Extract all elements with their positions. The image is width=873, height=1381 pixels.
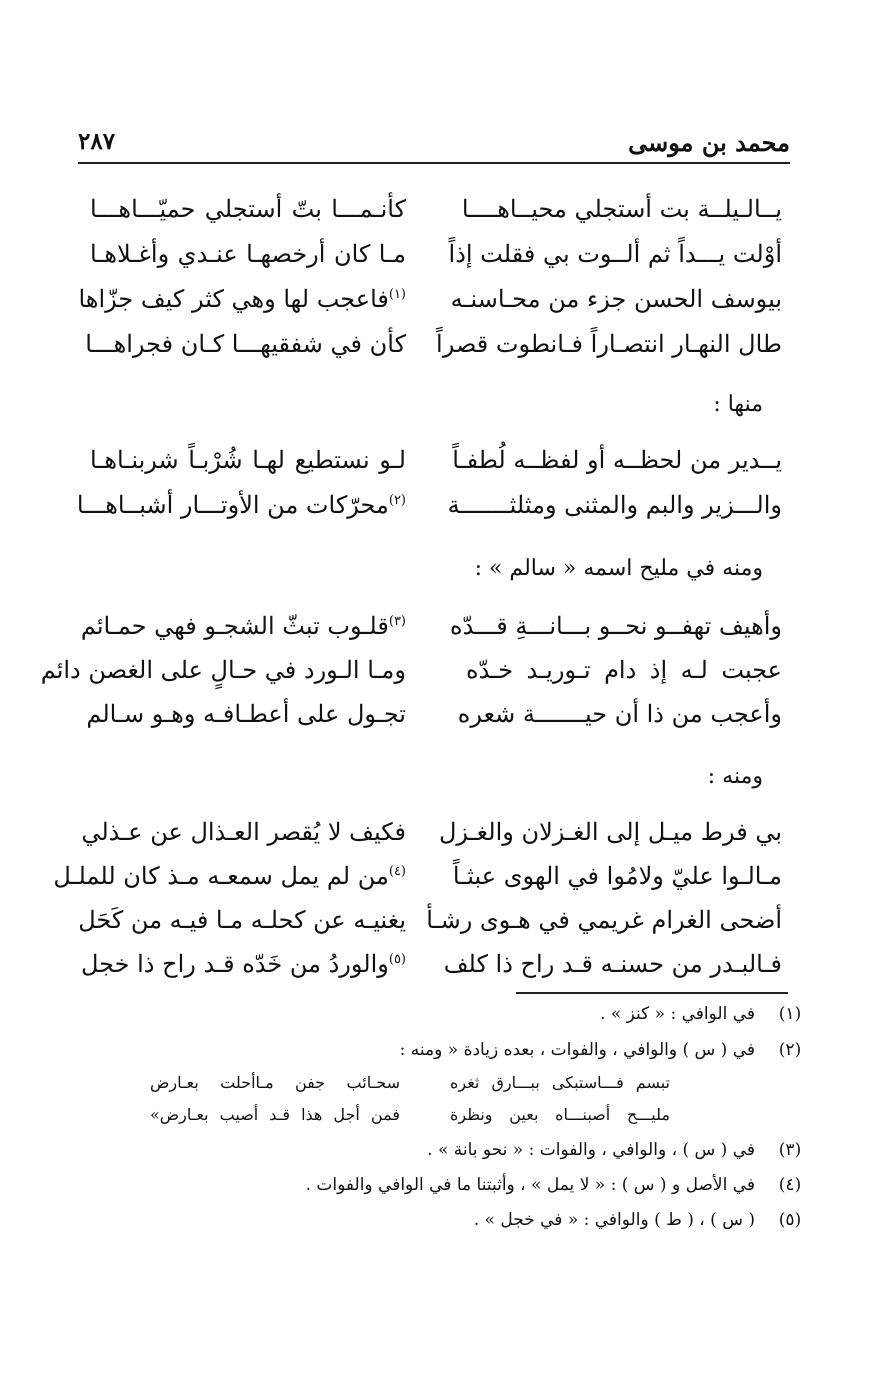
footnote-text: في الأصل و ( س ) : « لا يمل » ، وأثبتنا ما في الوافي والفوات . (305, 1175, 755, 1195)
footnote-verse (150, 1073, 670, 1101)
verse-hemistich-first: تبسم فـــاستبكى ببـــارق ثغره (450, 1073, 670, 1092)
verse-line (80, 612, 782, 656)
verse-hemistich-second: تجـول على أعطـافـه وهـو سـالم (86, 700, 406, 728)
verse-hemistich-second: $^{(٤)}$من لم يمل سمعـه مـذ كان للملـل (53, 862, 406, 890)
verse-hemistich-first: والـــزير والبم والمثنى ومثلثـــــــة (447, 491, 782, 519)
footnote-number: (٢) (778, 1040, 802, 1060)
footnote (87, 1004, 807, 1034)
verse-line (90, 240, 782, 284)
footnote-number: (٥) (778, 1210, 802, 1230)
verse-hemistich-first: يــدير من لحظــه أو لفظــه لُطفـاً (452, 446, 782, 474)
verse-line (81, 818, 782, 862)
verse-hemistich-first: أوْلت يـــداً ثم ألــوت بي فقلت إذاً (448, 240, 782, 268)
verse-hemistich-first: مـالـوا عليّ ولامُوا في الهوى عبثـاً (452, 862, 782, 890)
footnote-rule (516, 992, 788, 994)
verse-hemistich-first: بي فرط ميـل إلى الغـزلان والغـزل (438, 818, 782, 846)
footnote-number: (٣) (778, 1140, 802, 1160)
verse-hemistich-first: مليـــح أصبنـــاه بعين ونظرة (450, 1105, 670, 1124)
running-title: محمد بن موسى (628, 128, 790, 157)
verse-line (86, 700, 782, 744)
footnote (87, 1140, 807, 1170)
verse-hemistich-second: لـو نستطيع لهـا شُرْبـاً شربنـاهـا (90, 446, 406, 474)
footnote (87, 1175, 807, 1205)
verse-hemistich-first: وأهيف تهفــو نحــو بـــانـــةِ قـــدّه (450, 612, 782, 640)
verse-hemistich-second: فمن أجل هذا قـد أصيب بعـارض» (150, 1105, 400, 1124)
footnote-number: (٤) (778, 1175, 802, 1195)
verse-hemistich-second: $^{(٢)}$محرّكات من الأوتـــار أشبــاهـــا (76, 491, 406, 519)
verse-hemistich-first: يــالـيلــة بت أستجلي محيــاهــــا (461, 195, 782, 223)
verse-line (80, 950, 782, 994)
footnote-text: في ( س ) والوافي ، والفوات ، بعده زيادة « ومنه : (399, 1040, 755, 1060)
verse-hemistich-first: أضحى الغرام غريمي في هـوى رشـأ (426, 906, 782, 934)
verse-hemistich-first: وأعجب من ذا أن حيـــــــة شعره (457, 700, 782, 728)
verse-hemistich-second: $^{(١)}$فاعجب لها وهي كثر كيف جزّاها (78, 285, 406, 313)
verse-hemistich-first: فـالبـدر من حسنـه قـد راح ذا كلف (443, 950, 782, 978)
verse-hemistich-second: ومـا الـورد في حـالٍ على الغصن دائم (40, 656, 406, 684)
page-number: ٢٨٧ (78, 128, 116, 155)
section-label: ومنه في مليح اسمه « سالم » : (474, 556, 763, 581)
page-header (78, 128, 790, 162)
verse-hemistich-first: طال النهـار انتصـاراً فـانطوت قصراً (436, 330, 782, 358)
verse-line (85, 330, 782, 374)
footnote-text: في الوافي : « كنز » . (600, 1004, 755, 1024)
verse-hemistich-second: مـا كان أرخصهـا عنـدي وأغـلاهـا (90, 240, 406, 268)
verse-hemistich-first: عجبت لـه إذ دام تـوريـد خـدّه (466, 656, 782, 684)
verse-line (90, 446, 782, 490)
footnote-mark: (٢) (388, 493, 406, 508)
verse-line (90, 195, 782, 239)
verse-line (40, 656, 782, 700)
verse-hemistich-second: $^{(٥)}$والوردُ من خَدّه قـد راح ذا خجل (80, 950, 406, 978)
footnote-verse (150, 1105, 670, 1133)
footnote-text: ( س ) ، ( ط ) والوافي : « في خجل » . (473, 1210, 755, 1230)
footnote-text: في ( س ) ، والوافي ، والفوات : « نحو بانة » . (427, 1140, 755, 1160)
footnote-mark: (٤) (388, 864, 406, 879)
footnote-mark: (٣) (388, 614, 406, 629)
verse-hemistich-second: يغنيـه عن كحلـه مـا فيـه من كَحَل (78, 906, 406, 934)
verse-line (78, 285, 782, 329)
footnote-mark: (١) (388, 287, 406, 302)
verse-hemistich-second: $^{(٣)}$قلـوب تبثّ الشجـو فهي حمـائم (80, 612, 406, 640)
verse-hemistich-second: كأن في شفقيهـــا كـان فجراهـــا (85, 330, 406, 358)
verse-line (76, 491, 782, 535)
footnote-mark: (٥) (388, 952, 406, 967)
verse-line (78, 906, 782, 950)
verse-line (53, 862, 782, 906)
header-rule (78, 162, 790, 164)
verse-hemistich-second: فكيف لا يُقصر العـذال عن عـذلي (81, 818, 406, 846)
footnote (87, 1040, 807, 1070)
section-label: ومنه : (707, 764, 763, 789)
verse-hemistich-second: سحـائب جفن مـاأحلت بعـارض (150, 1073, 400, 1092)
verse-hemistich-second: كأنـمـــا بتّ أستجلي حميّـــاهـــا (90, 195, 406, 223)
section-label: منها : (713, 392, 763, 417)
verse-hemistich-first: بيوسف الحسن جزء من محـاسنـه (450, 285, 782, 313)
footnote (87, 1210, 807, 1240)
footnote-number: (١) (778, 1004, 802, 1024)
